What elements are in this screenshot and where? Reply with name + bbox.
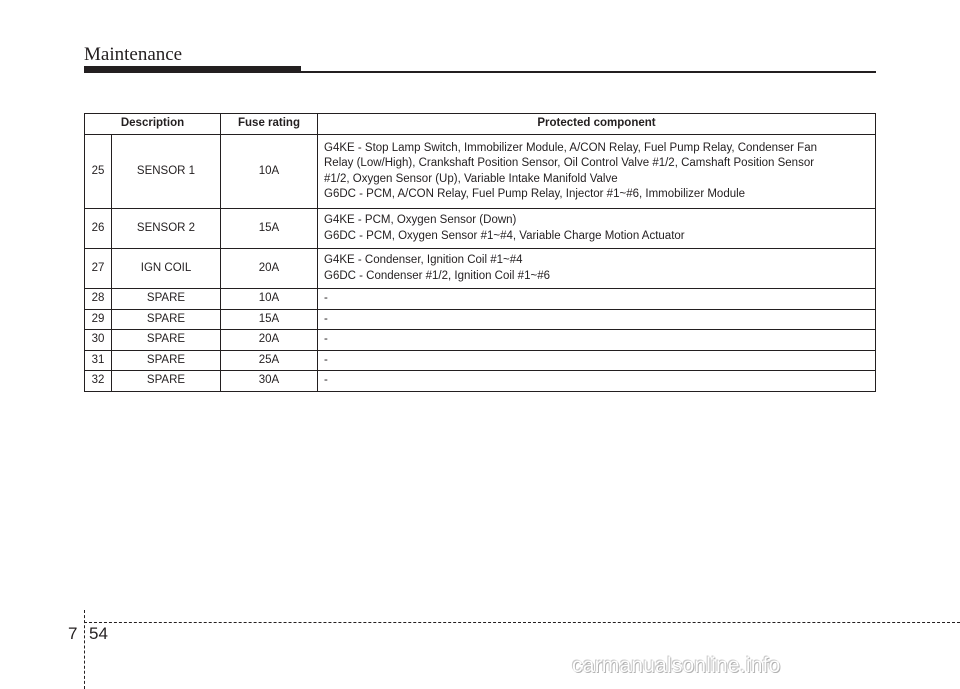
- table-row: [85, 330, 876, 351]
- fuse-rating: 25A: [221, 350, 318, 371]
- table-row: [85, 209, 876, 249]
- table-row: [85, 371, 876, 392]
- protected-component-line: G4KE - PCM, Oxygen Sensor (Down): [324, 214, 517, 226]
- fuse-description: SENSOR 1: [112, 135, 221, 209]
- fuse-description: IGN COIL: [112, 249, 221, 289]
- table-row: [85, 350, 876, 371]
- fuse-number: 28: [85, 289, 112, 310]
- fuse-description: SPARE: [112, 330, 221, 351]
- protected-component: [318, 249, 876, 289]
- table-row: [85, 249, 876, 289]
- footer-rule: [84, 622, 960, 623]
- fuse-rating: 10A: [221, 289, 318, 310]
- footer-divider: [84, 610, 85, 689]
- fuse-rating: 20A: [221, 249, 318, 289]
- fuse-number: 29: [85, 309, 112, 330]
- protected-component: [318, 330, 876, 351]
- table-header-row: [85, 114, 876, 135]
- fuse-number: 25: [85, 135, 112, 209]
- protected-component: [318, 209, 876, 249]
- fuse-number: 31: [85, 350, 112, 371]
- fuse-rating: 20A: [221, 330, 318, 351]
- chapter-number: 7: [68, 624, 78, 643]
- protected-component: [318, 350, 876, 371]
- fuse-table: [84, 113, 876, 392]
- protected-component-line: G4KE - Condenser, Ignition Coil #1~#4: [324, 254, 523, 266]
- column-header-protected-component: Protected component: [318, 114, 876, 135]
- fuse-description: SENSOR 2: [112, 209, 221, 249]
- section-title: Maintenance: [84, 44, 183, 65]
- table-row: [85, 309, 876, 330]
- fuse-description: SPARE: [112, 289, 221, 310]
- fuse-rating: 15A: [221, 209, 318, 249]
- protected-component: [318, 289, 876, 310]
- protected-component-line: Relay (Low/High), Crankshaft Position Sensor, Oil Control Valve #1/2, Camshaft Position Sensor: [324, 157, 815, 169]
- fuse-description: SPARE: [112, 350, 221, 371]
- protected-component-line: -: [324, 333, 328, 345]
- protected-component-line: -: [324, 312, 328, 325]
- protected-component-line: -: [324, 353, 328, 366]
- column-header-fuse-rating: Fuse rating: [221, 114, 318, 135]
- header-rule-thick: [84, 66, 301, 73]
- protected-component-line: G6DC - Condenser #1/2, Ignition Coil #1~#6: [324, 269, 550, 282]
- protected-component-line: G6DC - PCM, Oxygen Sensor #1~#4, Variable Charge Motion Actuator: [324, 229, 685, 242]
- protected-component: [318, 309, 876, 330]
- protected-component: [318, 371, 876, 392]
- fuse-rating: 10A: [221, 135, 318, 209]
- protected-component-line: #1/2, Oxygen Sensor (Up), Variable Intake Manifold Valve: [324, 172, 618, 185]
- fuse-rating: 15A: [221, 309, 318, 330]
- fuse-number: 30: [85, 330, 112, 351]
- fuse-rating: 30A: [221, 371, 318, 392]
- watermark: carmanualsonline.info: [572, 654, 781, 677]
- fuse-number: 26: [85, 209, 112, 249]
- fuse-number: 27: [85, 249, 112, 289]
- protected-component-line: -: [324, 374, 328, 386]
- page-number: 54: [89, 624, 108, 643]
- header-rule-thin: [301, 71, 876, 73]
- protected-component-line: G6DC - PCM, A/CON Relay, Fuel Pump Relay, Injector #1~#6, Immobilizer Module: [324, 188, 746, 200]
- protected-component-line: -: [324, 292, 328, 304]
- table-row: [85, 289, 876, 310]
- protected-component: [318, 135, 876, 209]
- protected-component-line: G4KE - Stop Lamp Switch, Immobilizer Module, A/CON Relay, Fuel Pump Relay, Condenser Fan: [324, 141, 817, 154]
- table-row: [85, 135, 876, 209]
- table-body: [85, 135, 876, 392]
- fuse-description: SPARE: [112, 371, 221, 392]
- fuse-description: SPARE: [112, 309, 221, 330]
- fuse-number: 32: [85, 371, 112, 392]
- column-header-description: Description: [85, 114, 221, 135]
